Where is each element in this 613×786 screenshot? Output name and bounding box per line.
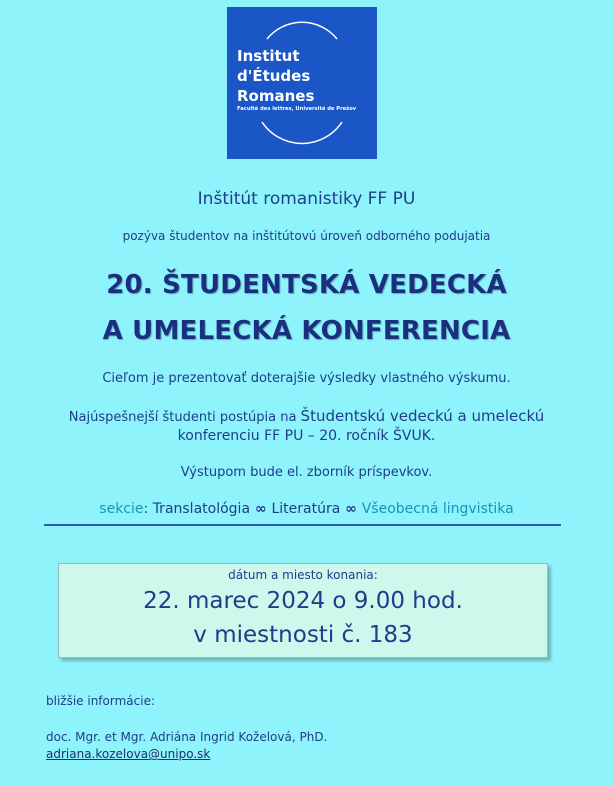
logo-underline <box>227 157 377 159</box>
contact-name: doc. Mgr. et Mgr. Adriána Ingrid Koželová, PhD. <box>46 730 328 744</box>
contact-label: bližšie informácie: <box>46 694 155 708</box>
logo-text-line2: d'Études <box>237 67 311 85</box>
sections-label: sekcie <box>99 501 144 517</box>
divider-line <box>44 524 561 526</box>
aim-text: Cieľom je prezentovať doterajšie výsledky vlastného výskumu. <box>102 371 511 386</box>
invitation-text: pozýva študentov na inštitútovú úroveň odborného podujatia <box>122 229 491 243</box>
advancement-text-line1 <box>0 407 613 425</box>
event-title-line2: A UMELECKÁ KONFERENCIA <box>102 316 511 346</box>
infinity-separator: ∞ <box>340 501 362 517</box>
advancement-prefix: Najúspešnejší študenti postúpia na <box>68 410 301 425</box>
section-linguistics: Všeobecná lingvistika <box>361 501 514 517</box>
date-label: dátum a miesto konania: <box>228 568 378 582</box>
section-translatology: Translatológia <box>152 501 251 517</box>
logo-text-line3: Romanes <box>237 87 315 105</box>
event-title-line1: 20. ŠTUDENTSKÁ VEDECKÁ <box>106 270 507 300</box>
section-literature: Literatúra <box>271 501 341 517</box>
room-number: v miestnosti č. 183 <box>193 622 413 648</box>
advancement-emphasis: Študentskú vedeckú a umeleckú <box>300 407 545 425</box>
contact-email-link[interactable]: adriana.kozelova@unipo.sk <box>46 747 211 761</box>
institute-logo <box>227 7 377 157</box>
advancement-text-line2: konferenciu FF PU – 20. ročník ŠVUK. <box>177 428 436 444</box>
logo-subtitle: Faculté des lettres, Université de Prešov <box>237 106 357 112</box>
institute-name: Inštitút romanistiky FF PU <box>197 189 416 209</box>
date-venue-box <box>58 563 548 658</box>
sections-colon: : <box>143 501 153 517</box>
date-time: 22. marec 2024 o 9.00 hod. <box>143 588 463 614</box>
logo-text-line1: Institut <box>237 47 300 65</box>
proceedings-text: Výstupom bude el. zborník príspevkov. <box>180 465 433 480</box>
infinity-separator: ∞ <box>250 501 272 517</box>
sections-line <box>0 501 613 517</box>
